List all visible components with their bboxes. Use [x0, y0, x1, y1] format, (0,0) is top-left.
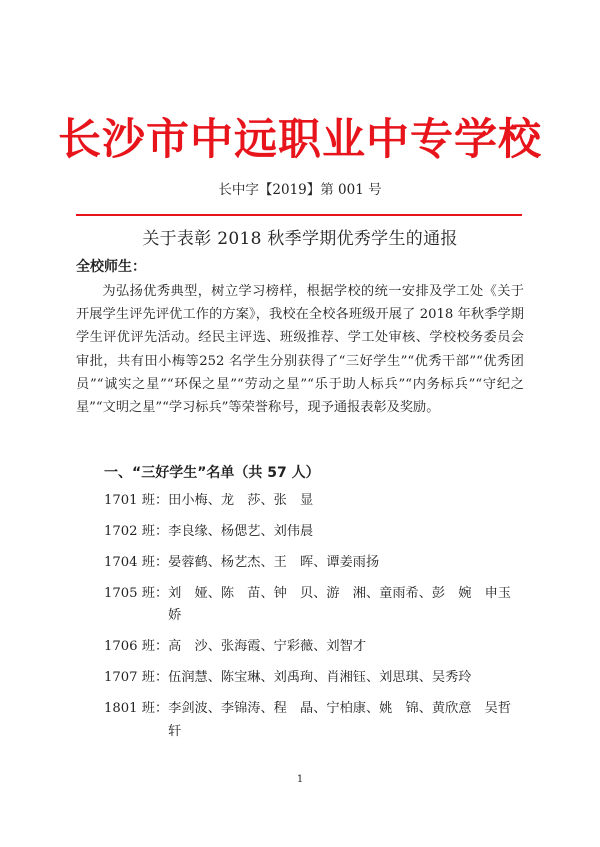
page-number: 1 — [296, 774, 304, 785]
class-label: 1704 班： — [104, 555, 169, 570]
class-roster — [104, 490, 524, 752]
class-label: 1707 班： — [104, 670, 169, 686]
class-row — [104, 521, 524, 543]
class-label: 1701 班： — [104, 493, 169, 508]
school-name-header: 长沙市中远职业中专学校 — [58, 115, 542, 165]
class-label: 1706 班： — [104, 639, 169, 655]
document-number: 长中字【2019】第 001 号 — [218, 182, 382, 198]
student-names: 高 沙、张海霞、宁彩薇、刘智才 — [168, 639, 366, 655]
student-names: 李剑波、李锦涛、程 晶、宁柏康、姚 锦、黄欣意 吴哲轩 — [168, 701, 512, 739]
student-names: 刘 娅、陈 苗、钟 贝、游 湘、童雨希、彭 婉 申玉娇 — [168, 586, 512, 624]
class-row — [104, 583, 524, 628]
notice-body-paragraph: 为弘扬优秀典型，树立学习榜样，根据学校的统一安排及学工处《关于开展学生评先评优工作的方案》，我校在全校各班级开展了 2018 年秋季学期学生评优评先活动。经民主评选、班级推荐、学工处审核、学校校务委员会审批，共有田小梅等252 名学生分别获得了“三好学生”“优秀干部”“优秀团员”“诚实之星”“环保之星”“劳动之星”“乐于助人标兵”“内务标兵”“守纪之星”“文明之星”“学习标兵”等荣誉称号，现予通报表彰及奖励。 — [76, 284, 524, 416]
class-label: 1801 班： — [104, 701, 169, 717]
salutation: 全校师生： — [76, 259, 146, 275]
red-divider-line — [76, 214, 522, 216]
section-heading-merit-students: 一、“三好学生”名单（共 57 人） — [104, 465, 320, 481]
class-row — [104, 490, 524, 512]
student-names: 伍润慧、陈宝琳、刘禹珣、肖湘钰、刘思琪、吴秀玲 — [168, 670, 472, 686]
notice-title: 关于表彰 2018 秋季学期优秀学生的通报 — [142, 229, 458, 249]
student-names: 李良缘、杨偲艺、刘伟晨 — [168, 524, 314, 539]
class-row — [104, 552, 524, 574]
class-row — [104, 667, 524, 689]
class-row — [104, 636, 524, 658]
class-row — [104, 698, 524, 743]
class-label: 1702 班： — [104, 524, 169, 539]
student-names: 晏蓉鹤、杨艺杰、王 晖、谭姜雨扬 — [168, 555, 380, 570]
class-label: 1705 班： — [104, 586, 169, 601]
student-names: 田小梅、龙 莎、张 显 — [168, 493, 314, 508]
